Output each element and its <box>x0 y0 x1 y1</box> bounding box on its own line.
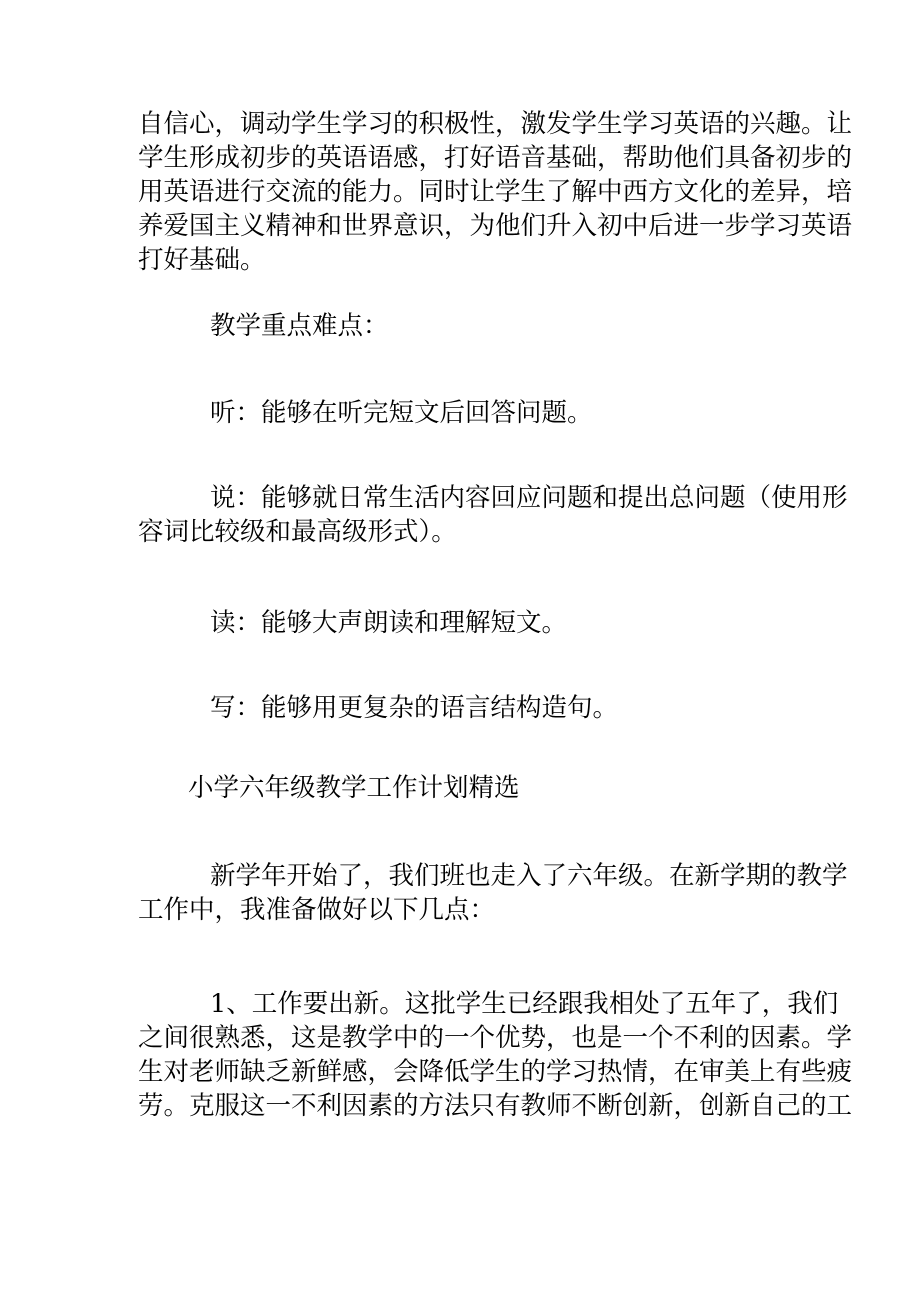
text-line: 容词比较级和最高级形式）。 <box>138 517 457 547</box>
paragraph-new-year <box>138 859 848 927</box>
text-line: 小学六年级教学工作计划精选 <box>188 773 520 803</box>
section-title <box>138 771 786 805</box>
text-line: 1、工作要出新。这批学生已经跟我相处了五年了，我们 <box>210 989 839 1019</box>
text-line: 教学重点难点： <box>210 311 389 341</box>
text-line: 工作中，我准备做好以下几点： <box>138 895 496 925</box>
text-line: 说：能够就日常生活内容回应问题和提出总问题（使用形 <box>210 483 848 513</box>
text-line: 打好基础。 <box>138 245 266 275</box>
text-line: 学生形成初步的英语语感，打好语音基础，帮助他们具备初步的 <box>138 143 853 173</box>
text-line: 劳。克服这一不利因素的方法只有教师不断创新，创新自己的工 <box>138 1091 853 1121</box>
paragraph-reading <box>138 606 786 640</box>
text-line: 自信心，调动学生学习的积极性，激发学生学习英语的兴趣。让 <box>138 109 853 139</box>
paragraph-point-1 <box>138 987 853 1123</box>
paragraph-writing <box>138 691 786 725</box>
paragraph-speaking <box>138 481 848 549</box>
text-line: 用英语进行交流的能力。同时让学生了解中西方文化的差异，培 <box>138 177 853 207</box>
paragraph-listening <box>138 396 786 430</box>
text-line: 写：能够用更复杂的语言结构造句。 <box>210 693 619 723</box>
paragraph-key-points-heading <box>138 309 786 343</box>
paragraph-intro-continuation <box>138 107 853 277</box>
text-line: 读：能够大声朗读和理解短文。 <box>210 608 568 638</box>
text-line: 之间很熟悉，这是教学中的一个优势，也是一个不利的因素。学 <box>138 1023 853 1053</box>
text-line: 新学年开始了，我们班也走入了六年级。在新学期的教学 <box>210 861 848 891</box>
text-line: 听：能够在听完短文后回答问题。 <box>210 398 593 428</box>
text-line: 生对老师缺乏新鲜感，会降低学生的学习热情，在审美上有些疲 <box>138 1057 853 1087</box>
text-line: 养爱国主义精神和世界意识，为他们升入初中后进一步学习英语 <box>138 211 853 241</box>
